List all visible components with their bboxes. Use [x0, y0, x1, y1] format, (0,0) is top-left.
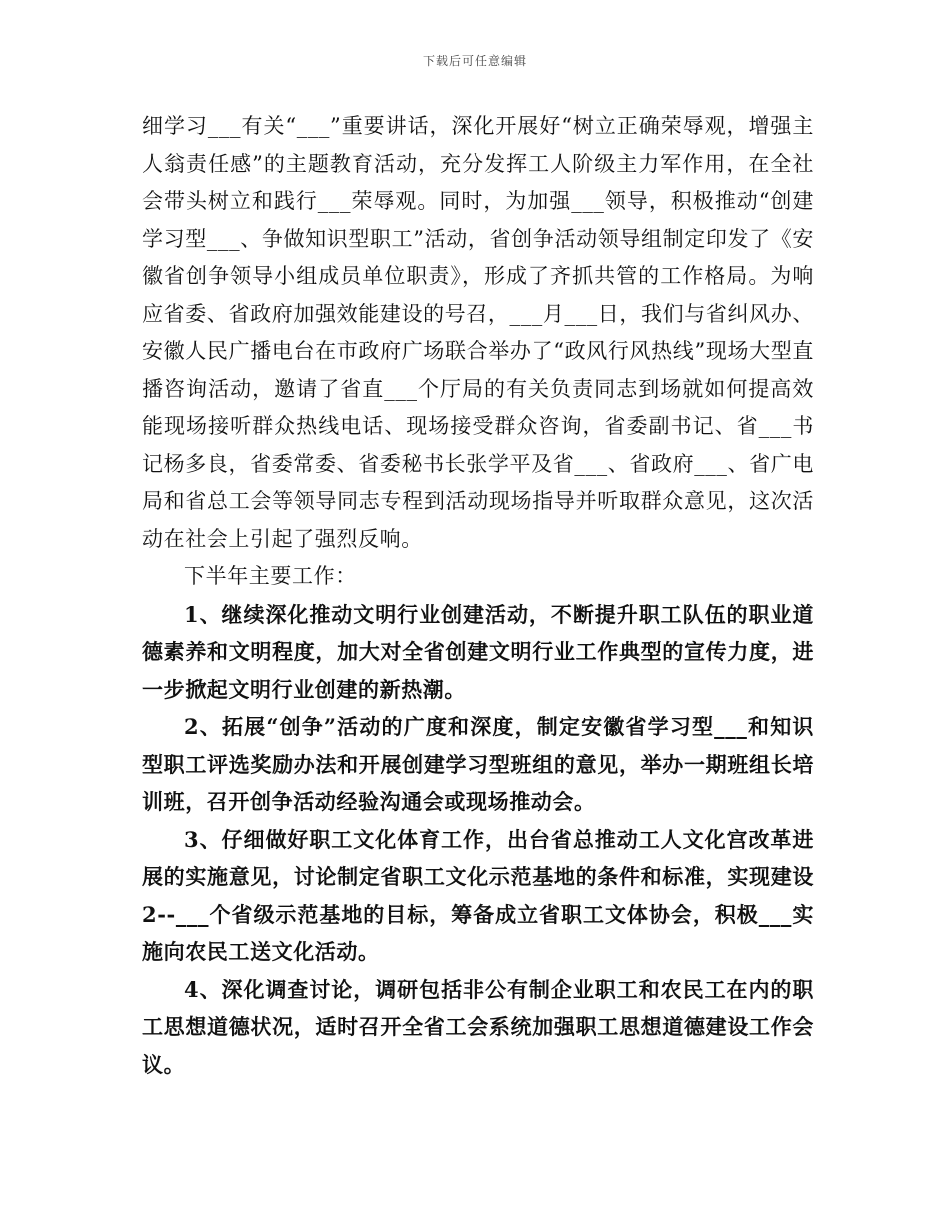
paragraph-continuation: 细学习___有关“___”重要讲话，深化开展好“树立正确荣辱观，增强主人翁责任感”的主题教育活动，充分发挥工人阶级主力军作用，在全社会带头树立和践行___荣辱观。同时，为加强___领导，积极推动“创建学习型___、争做知识型职工”活动，省创争活动领导组制定印发了《安徽省创争领导小组成员单位职责》，形成了齐抓共管的工作格局。为响应省委、省政府加强效能建设的号召，___月___日，我们与省纠风办、安徽人民广播电台在市政府广场联合举办了“政风行风热线”现场大型直播咨询活动，邀请了省直___个厅局的有关负责同志到场就如何提高效能现场接听群众热线电话、现场接受群众咨询，省委副书记、省___书记杨多良，省委常委、省委秘书长张学平及省___、省政府___、省广电局和省总工会等领导同志专程到活动现场指导并听取群众意见，这次活动在社会上引起了强烈反响。	[142, 114, 814, 551]
work-item-1: 1、继续深化推动文明行业创建活动，不断提升职工队伍的职业道德素养和文明程度，加大对全省创建文明行业工作典型的宣传力度，进一步掀起文明行业创建的新热潮。	[142, 601, 814, 702]
work-item-4: 4、深化调查讨论，调研包括非公有制企业职工和农民工在内的职工思想道德状况，适时召开全省工会系统加强职工思想道德建设工作会议。	[142, 976, 814, 1077]
page-header-note: 下载后可任意编辑	[422, 54, 527, 68]
work-item-3: 3、仔细做好职工文化体育工作，出台省总推动工人文化宫改革进展的实施意见，讨论制定省职工文化示范基地的条件和标准，实现建设2--___个省级示范基地的目标，筹备成立省职工文体协会，积极___实施向农民工送文化活动。	[142, 826, 814, 964]
document-body	[142, 108, 814, 1083]
work-item-2: 2、拓展“创争”活动的广度和深度，制定安徽省学习型___和知识型职工评选奖励办法和开展创建学习型班组的意见，举办一期班组长培训班，召开创争活动经验沟通会或现场推动会。	[142, 714, 814, 814]
section-heading-second-half: 下半年主要工作：	[184, 564, 357, 588]
